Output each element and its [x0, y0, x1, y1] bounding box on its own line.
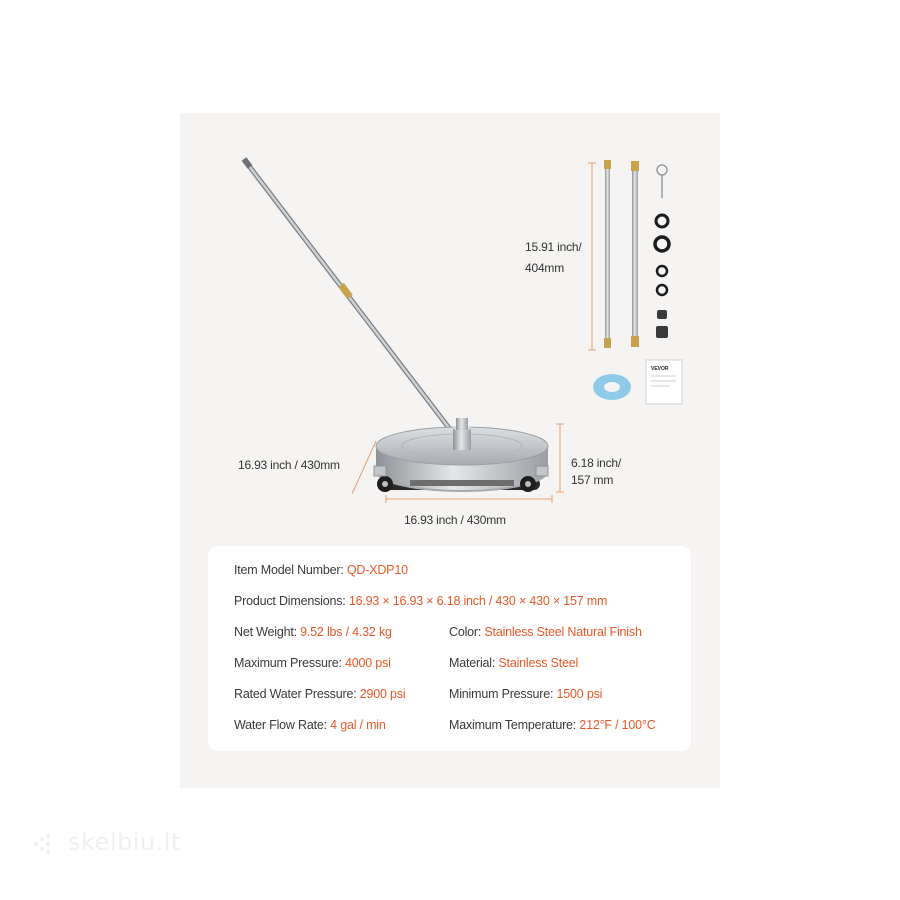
surface-cleaner — [374, 418, 548, 492]
extension-rod-1 — [604, 160, 611, 348]
spec-min-pressure: Minimum Pressure: 1500 psi — [449, 687, 603, 701]
extension-rod-2 — [631, 161, 639, 347]
height-line2: 157 mm — [571, 473, 614, 487]
spec-color: Color: Stainless Steel Natural Finish — [449, 625, 642, 639]
watermark: skelbiu.lt — [68, 828, 181, 856]
manual-brand: VEVOR — [651, 366, 669, 372]
spec-max-pressure: Maximum Pressure: 4000 psi — [234, 656, 391, 670]
spec-net-weight: Net Weight: 9.52 lbs / 4.32 kg — [234, 625, 392, 639]
diameter-bottom-label: 16.93 inch / 430mm — [404, 513, 506, 527]
spec-model: Item Model Number: QD-XDP10 — [234, 563, 408, 577]
specs-card — [208, 546, 691, 751]
wand-pipe — [244, 159, 462, 445]
cleaning-needle-icon — [657, 165, 667, 198]
o-rings-icon — [655, 215, 669, 295]
spec-flow-rate: Water Flow Rate: 4 gal / min — [234, 718, 386, 732]
height-label — [571, 455, 621, 489]
diameter-left-label: 16.93 inch / 430mm — [238, 458, 340, 472]
teflon-tape-icon — [593, 374, 631, 400]
extension-length-line2: 404mm — [525, 261, 565, 275]
watermark-logo-icon — [32, 833, 66, 855]
spec-material: Material: Stainless Steel — [449, 656, 579, 670]
spec-max-temperature: Maximum Temperature: 212°F / 100°C — [449, 718, 656, 732]
height-line1: 6.18 inch/ — [571, 456, 622, 470]
nozzles-icon — [656, 310, 668, 338]
spec-rated-pressure: Rated Water Pressure: 2900 psi — [234, 687, 406, 701]
spec-dimensions: Product Dimensions: 16.93 × 16.93 × 6.18 inch / 430 × 430 × 157 mm — [234, 594, 608, 608]
extension-length-line1: 15.91 inch/ — [525, 240, 582, 254]
user-manual-icon — [646, 360, 682, 404]
extension-length-label — [525, 239, 582, 277]
